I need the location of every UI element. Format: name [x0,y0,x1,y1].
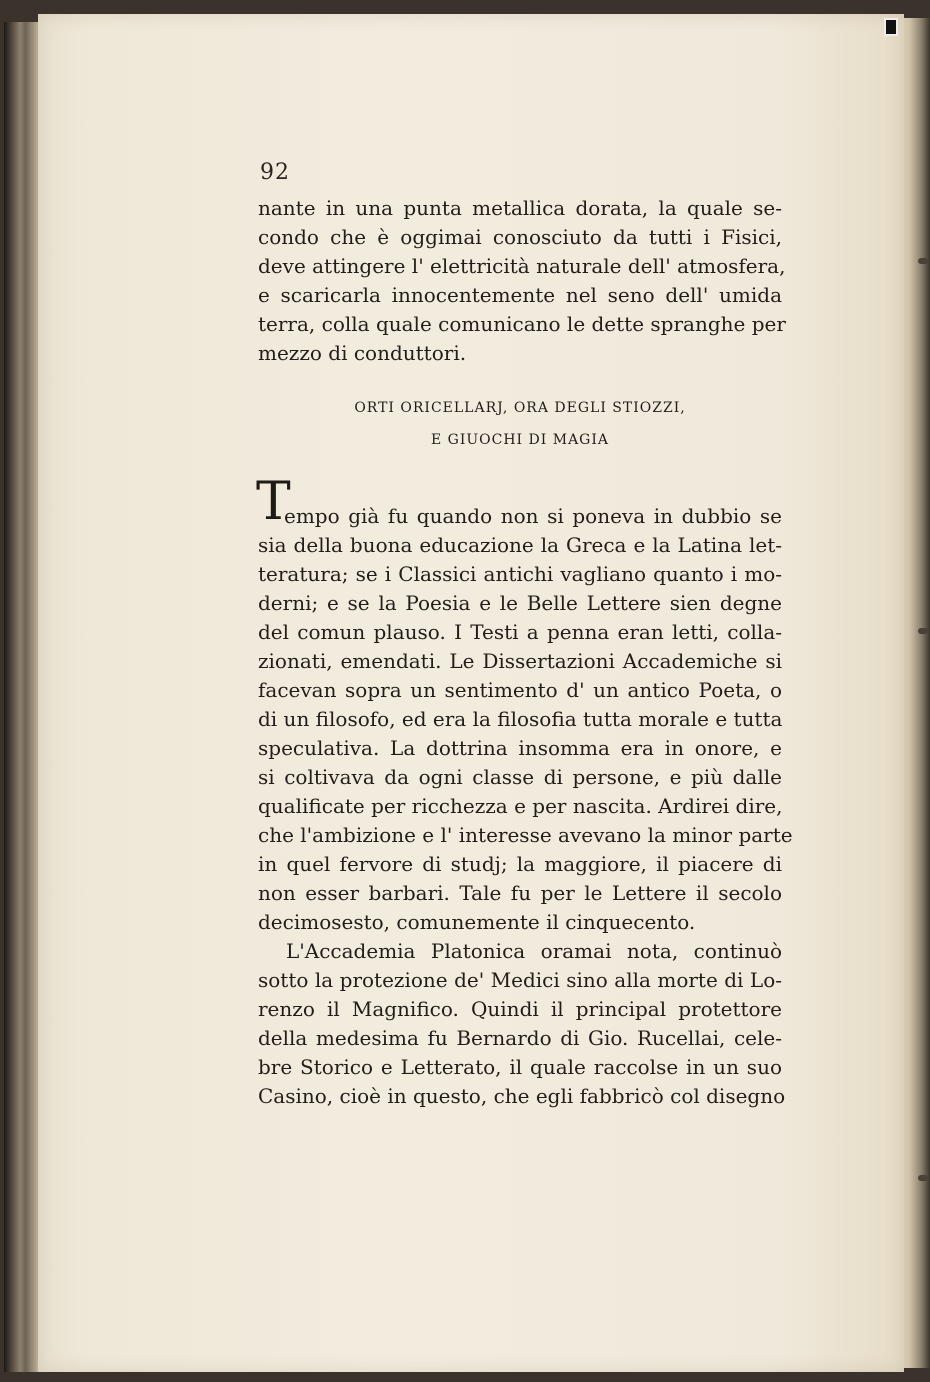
text-line: sotto la protezione de' Medici sino alla morte di Lo- [258,968,782,992]
text-line: qualificate per ricchezza e per nascita. Ardirei dire, [258,794,783,818]
section-heading-line-2: E GIUOCHI DI MAGIA [430,432,610,448]
text-line: Casino, cioè in questo, che egli fabbricò col disegno [258,1084,786,1108]
text-line: che l'ambizione e l' interesse avevano la minor parte [258,823,793,847]
edge-thread-mark [918,1175,928,1181]
text-line: terra, colla quale comunicano le dette spranghe per [258,312,786,336]
text-line: derni; e se la Poesia e le Belle Lettere sien degne [258,591,782,615]
text-line: decimosesto, comunemente il cinquecento. [258,910,696,934]
text-line: speculativa. La dottrina insomma era in onore, e [258,736,782,760]
text-line: del comun plauso. I Testi a penna eran letti, colla- [258,620,782,644]
section-heading-line-1: ORTI ORICELLARJ, ORA DEGLI STIOZZI, [354,400,686,416]
edge-thread-mark [918,628,928,634]
body-text [256,472,793,1111]
text-line: nante in una punta metallica dorata, la quale se- [258,196,782,220]
text-line: si coltivava da ogni classe di persone, e più dalle [258,765,782,789]
text-line: sia della buona educazione la Greca e la Latina let- [258,533,782,557]
text-line: deve attingere l' elettricità naturale dell' atmosfera, [258,254,786,278]
book-spine-edge [4,22,40,1372]
text-line: in quel fervore di studj; la maggiore, il piacere di [258,852,782,876]
text-line: e scaricarla innocentemente nel seno dell' umida [258,283,782,307]
continued-paragraph [258,194,786,368]
text-line: non esser barbari. Tale fu per le Lettere il secolo [258,881,782,905]
text-line: mezzo di conduttori. [258,341,467,365]
text-line: renzo il Magnifico. Quindi il principal protettore [258,997,782,1021]
corner-tab-mark [884,18,898,36]
first-line-text: empo già fu quando non si poneva in dubbio se [284,504,782,528]
text-line: facevan sopra un sentimento d' un antico Poeta, o [258,678,782,702]
edge-thread-mark [918,258,928,264]
text-line: teratura; se i Classici antichi vagliano quanto i mo- [258,562,782,586]
text-line: della medesima fu Bernardo di Gio. Rucellai, cele- [258,1026,782,1050]
text-line: L'Accademia Platonica oramai nota, continuò [286,939,782,963]
drop-cap-letter: T [256,472,291,532]
text-line: di un filosofo, ed era la filosofia tutta morale e tutta [258,707,783,731]
text-line: bre Storico e Letterato, il quale raccolse in un suo [258,1055,782,1079]
text-line: zionati, emendati. Le Dissertazioni Accademiche si [258,649,782,673]
text-line [256,472,782,532]
text-line: condo che è oggimai conosciuto da tutti i Fisici, [258,225,782,249]
page-number: 92 [260,160,290,185]
